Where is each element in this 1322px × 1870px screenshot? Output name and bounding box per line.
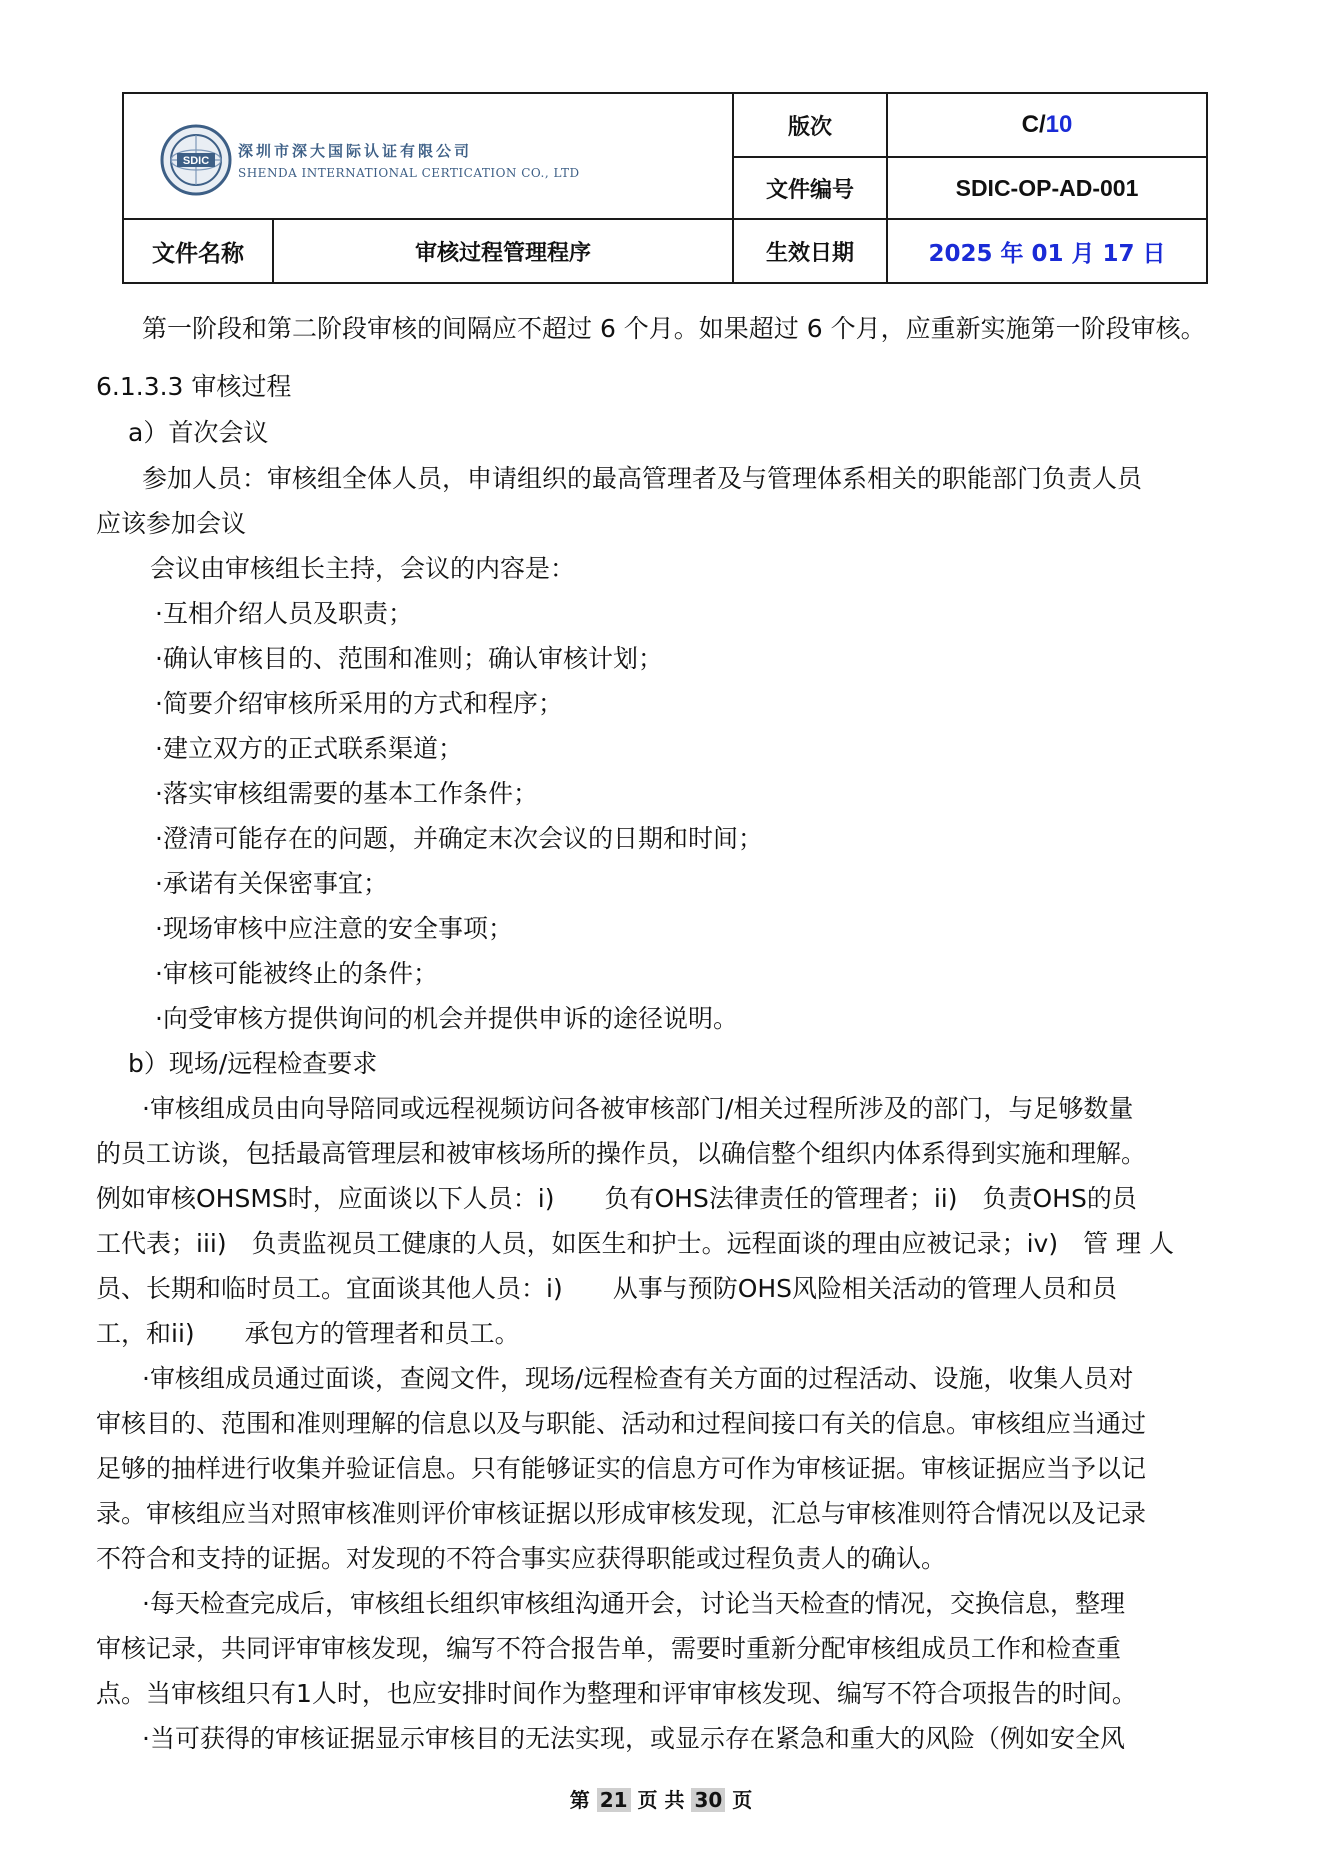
paragraph-line: 应该参加会议 bbox=[96, 509, 247, 538]
paragraph-line: 审核记录，共同评审审核发现，编写不符合报告单，需要时重新分配审核组成员工作和检查重 bbox=[96, 1634, 1122, 1663]
paragraph-line: 审核目的、范围和准则理解的信息以及与职能、活动和过程间接口有关的信息。审核组应当通过 bbox=[96, 1409, 1147, 1438]
paragraph-line: 点。当审核组只有1人时，也应安排时间作为整理和评审审核发现、编写不符合项报告的时间。 bbox=[96, 1679, 1137, 1708]
version-number: 10 bbox=[1045, 111, 1073, 138]
company-seal-icon bbox=[160, 124, 232, 196]
list-item: ·简要介绍审核所采用的方式和程序； bbox=[155, 689, 563, 718]
paragraph-line: 录。审核组应当对照审核准则评价审核证据以形成审核发现，汇总与审核准则符合情况以及记录 bbox=[96, 1499, 1147, 1528]
doc-name-value: 审核过程管理程序 bbox=[414, 240, 591, 266]
list-item: ·互相介绍人员及职责； bbox=[155, 599, 413, 628]
list-item: ·确认审核目的、范围和准则；确认审核计划； bbox=[155, 644, 663, 673]
list-item: ·向受审核方提供询问的机会并提供申诉的途径说明。 bbox=[155, 1004, 738, 1033]
paragraph-line: 工，和ii) 承包方的管理者和员工。 bbox=[96, 1319, 520, 1348]
version-label: 版次 bbox=[787, 114, 832, 140]
subsection-heading: b）现场/远程检查要求 bbox=[128, 1049, 378, 1078]
paragraph-line: ·每天检查完成后，审核组长组织审核组沟通开会，讨论当天检查的情况，交换信息，整理 bbox=[142, 1589, 1125, 1618]
list-item: ·落实审核组需要的基本工作条件； bbox=[155, 779, 538, 808]
doc-name-label: 文件名称 bbox=[152, 240, 244, 267]
paragraph-line: 员、长期和临时员工。宜面谈其他人员：i) 从事与预防OHS风险相关活动的管理人员和员 bbox=[96, 1274, 1118, 1303]
list-item: ·承诺有关保密事宜； bbox=[155, 869, 388, 898]
svg-text:SDIC: SDIC bbox=[182, 155, 210, 167]
version-value bbox=[888, 94, 1206, 156]
paragraph-line: 参加人员：审核组全体人员，申请组织的最高管理者及与管理体系相关的职能部门负责人员 bbox=[142, 464, 1143, 493]
version-prefix: C/ bbox=[1021, 111, 1046, 138]
paragraph-line: 不符合和支持的证据。对发现的不符合事实应获得职能或过程负责人的确认。 bbox=[96, 1544, 947, 1573]
document-header-table bbox=[122, 92, 1208, 284]
paragraph-line: 的员工访谈，包括最高管理层和被审核场所的操作员，以确信整个组织内体系得到实施和理解。 bbox=[96, 1139, 1147, 1168]
company-name-en: SHENDA INTERNATIONAL CERTICATION CO., LTD bbox=[238, 166, 580, 180]
effective-date-value: 2025 年 01 月 17 日 bbox=[928, 240, 1166, 267]
effective-date-label: 生效日期 bbox=[765, 240, 854, 266]
footer-middle: 页 共 bbox=[637, 1788, 685, 1812]
list-item: ·建立双方的正式联系渠道； bbox=[155, 734, 463, 763]
paragraph-line: 例如审核OHSMS时，应面谈以下人员：i) 负有OHS法律责任的管理者；ii) 负责OHS的员 bbox=[96, 1184, 1137, 1213]
doc-number-value: SDIC-OP-AD-001 bbox=[955, 174, 1139, 201]
list-item: ·现场审核中应注意的安全事项； bbox=[155, 914, 513, 943]
paragraph-line: ·审核组成员由向导陪同或远程视频访问各被审核部门/相关过程所涉及的部门，与足够数量 bbox=[142, 1094, 1134, 1123]
total-page-number: 30 bbox=[691, 1788, 725, 1812]
section-heading: 6.1.3.3 审核过程 bbox=[96, 372, 292, 401]
paragraph-line: 工代表；iii) 负责监视员工健康的人员，如医生和护士。远程面谈的理由应被记录；iv) 管 理 人 bbox=[96, 1229, 1174, 1258]
paragraph-line: ·当可获得的审核证据显示审核目的无法实现，或显示存在紧急和重大的风险（例如安全风 bbox=[142, 1724, 1125, 1753]
paragraph-line: 会议由审核组长主持，会议的内容是： bbox=[150, 554, 576, 583]
current-page-number: 21 bbox=[597, 1788, 631, 1812]
company-logo-block bbox=[160, 116, 740, 216]
list-item: ·审核可能被终止的条件； bbox=[155, 959, 438, 988]
subsection-heading: a）首次会议 bbox=[128, 418, 269, 447]
paragraph-line: ·审核组成员通过面谈，查阅文件，现场/远程检查有关方面的过程活动、设施，收集人员对 bbox=[142, 1364, 1134, 1393]
paragraph-line: 第一阶段和第二阶段审核的间隔应不超过 6 个月。如果超过 6 个月，应重新实施第一阶段审核。 bbox=[142, 314, 1206, 343]
footer-prefix: 第 bbox=[569, 1788, 590, 1812]
footer-suffix: 页 bbox=[732, 1788, 753, 1812]
page-footer bbox=[0, 1784, 1322, 1813]
doc-number-label: 文件编号 bbox=[765, 177, 854, 203]
list-item: ·澄清可能存在的问题，并确定末次会议的日期和时间； bbox=[155, 824, 763, 853]
paragraph-line: 足够的抽样进行收集并验证信息。只有能够证实的信息方可作为审核证据。审核证据应当予以记 bbox=[96, 1454, 1147, 1483]
company-name-cn: 深圳市深大国际认证有限公司 bbox=[238, 142, 473, 160]
